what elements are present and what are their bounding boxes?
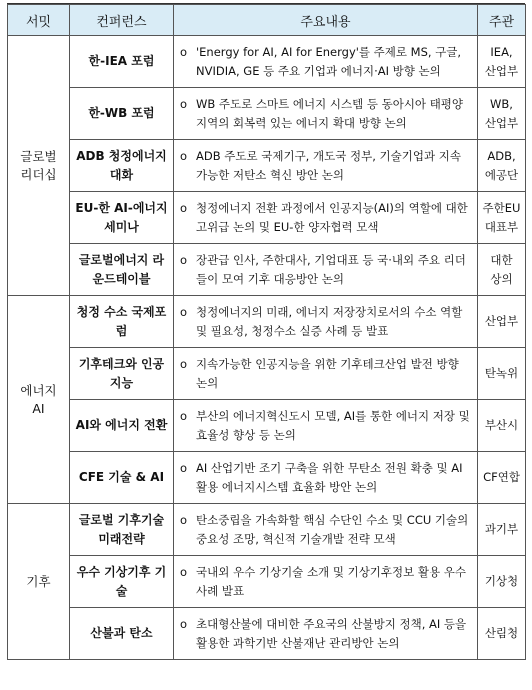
host-name: 과기부 <box>478 504 526 556</box>
bullet-icon: o <box>180 96 188 111</box>
header-conference: 컨퍼런스 <box>70 5 174 36</box>
content-text: 장관급 인사, 주한대사, 기업대표 등 국·내외 주요 리더들이 모여 기후 대응방안 논의 <box>196 252 466 286</box>
content-cell <box>174 400 478 452</box>
section-name: 에너지 AI <box>8 296 70 504</box>
content-cell <box>174 296 478 348</box>
table-row <box>8 192 526 244</box>
content-text: 청정에너지의 미래, 에너지 저장장치로서의 수소 역할 및 필요성, 청정수소 실증 사례 등 발표 <box>196 304 463 338</box>
bullet-icon: o <box>180 148 188 163</box>
content-cell <box>174 192 478 244</box>
host-name: IEA, 산업부 <box>478 36 526 88</box>
conference-name: 기후테크와 인공지능 <box>70 348 174 400</box>
host-name: 부산시 <box>478 400 526 452</box>
content-text: 국내외 우수 기상기술 소개 및 기상기후정보 활용 우수사례 발표 <box>196 564 466 598</box>
content-text: WB 주도로 스마트 에너지 시스템 등 동아시아 태평양 지역의 회복력 있는 에너지 확대 방향 논의 <box>196 96 464 130</box>
content-cell <box>174 608 478 660</box>
content-text: 초대형산불에 대비한 주요국의 산불방지 정책, AI 등을 활용한 과학기반 산불재난 관리방안 논의 <box>196 616 467 650</box>
header-host: 주관 <box>478 5 526 36</box>
host-name: 산림청 <box>478 608 526 660</box>
bullet-icon: o <box>180 356 188 371</box>
conference-name: 우수 기상기후 기술 <box>70 556 174 608</box>
conference-name: 산불과 탄소 <box>70 608 174 660</box>
table-row <box>8 36 526 88</box>
content-cell <box>174 504 478 556</box>
content-text: AI 산업기반 조기 구축을 위한 무탄소 전원 확충 및 AI 활용 에너지시스템 효율화 방안 논의 <box>196 460 463 494</box>
conference-name: EU-한 AI-에너지 세미나 <box>70 192 174 244</box>
conference-name: 글로벌 기후기술 미래전략 <box>70 504 174 556</box>
conference-name: ADB 청정에너지 대화 <box>70 140 174 192</box>
content-text: 지속가능한 인공지능을 위한 기후테크산업 발전 방향 논의 <box>196 356 459 390</box>
content-cell <box>174 88 478 140</box>
table-row <box>8 452 526 504</box>
host-name: 탄녹위 <box>478 348 526 400</box>
table-row <box>8 244 526 296</box>
bullet-icon: o <box>180 252 188 267</box>
content-cell <box>174 244 478 296</box>
host-name: 대한 상의 <box>478 244 526 296</box>
conference-name: CFE 기술 & AI <box>70 452 174 504</box>
content-text: 청정에너지 전환 과정에서 인공지능(AI)의 역할에 대한 고위급 논의 및 EU-한 양자협력 모색 <box>196 200 468 234</box>
content-text: 'Energy for AI, AI for Energy'를 주제로 MS, 구글, NVIDIA, GE 등 주요 기업과 에너지·AI 방향 논의 <box>196 44 462 78</box>
host-name: WB, 산업부 <box>478 88 526 140</box>
table-row <box>8 140 526 192</box>
section-name: 기후 <box>8 504 70 660</box>
conference-name: 한-IEA 포럼 <box>70 36 174 88</box>
content-cell <box>174 348 478 400</box>
header-row <box>8 5 526 36</box>
bullet-icon: o <box>180 200 188 215</box>
bullet-icon: o <box>180 304 188 319</box>
section-name: 글로벌 리더십 <box>8 36 70 296</box>
conference-name: 글로벌에너지 라운드테이블 <box>70 244 174 296</box>
conference-name: 청정 수소 국제포럼 <box>70 296 174 348</box>
host-name: 주한EU 대표부 <box>478 192 526 244</box>
header-content: 주요내용 <box>174 5 478 36</box>
host-name: 기상청 <box>478 556 526 608</box>
table-row <box>8 504 526 556</box>
conference-name: AI와 에너지 전환 <box>70 400 174 452</box>
header-section: 서밋 <box>8 5 70 36</box>
table-row <box>8 608 526 660</box>
table-row <box>8 88 526 140</box>
host-name: CF연합 <box>478 452 526 504</box>
content-text: ADB 주도로 국제기구, 개도국 정부, 기술기업과 지속가능한 저탄소 혁신 방안 논의 <box>196 148 461 182</box>
table-row <box>8 296 526 348</box>
summit-table <box>7 4 526 660</box>
bullet-icon: o <box>180 512 188 527</box>
content-text: 탄소중립을 가속화할 핵심 수단인 수소 및 CCU 기술의 중요성 조망, 혁신적 기술개발 전략 모색 <box>196 512 469 546</box>
table-body <box>8 36 526 660</box>
content-cell <box>174 36 478 88</box>
bullet-icon: o <box>180 460 188 475</box>
content-cell <box>174 556 478 608</box>
bullet-icon: o <box>180 408 188 423</box>
bullet-icon: o <box>180 564 188 579</box>
content-cell <box>174 452 478 504</box>
content-text: 부산의 에너지혁신도시 모델, AI를 통한 에너지 저장 및 효율성 향상 등 논의 <box>196 408 470 442</box>
table-row <box>8 556 526 608</box>
bullet-icon: o <box>180 616 188 631</box>
host-name: ADB, 에공단 <box>478 140 526 192</box>
table-row <box>8 400 526 452</box>
content-cell <box>174 140 478 192</box>
conference-name: 한-WB 포럼 <box>70 88 174 140</box>
bullet-icon: o <box>180 44 188 59</box>
table-row <box>8 348 526 400</box>
host-name: 산업부 <box>478 296 526 348</box>
